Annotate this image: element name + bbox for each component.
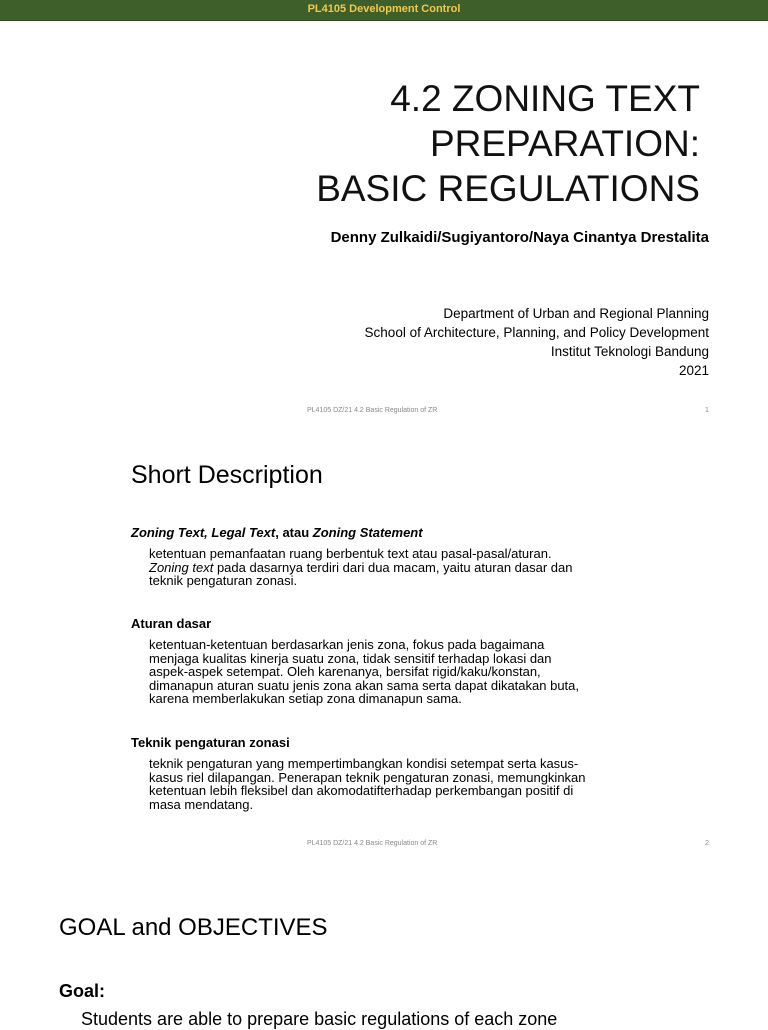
slide1-title-line: PREPARATION: xyxy=(429,123,700,164)
body-line: ketentuan pemanfaatan ruang berbentuk text atau pasal-pasal/aturan. xyxy=(149,546,552,561)
affiliation-line: Department of Urban and Regional Planning xyxy=(443,306,709,321)
body-line: ketentuan-ketentuan berdasarkan jenis zona, fokus pada bagaimana xyxy=(149,637,545,652)
slide2-title: Short Description xyxy=(131,461,323,489)
body-line: menjaga kualitas kinerja suatu zona, tidak sensitif terhadap lokasi dan xyxy=(149,650,552,666)
slide1-title-line: 4.2 ZONING TEXT xyxy=(390,78,700,119)
slide1-affiliation xyxy=(365,304,709,380)
slide1-authors: Denny Zulkaidi/Sugiyantoro/Naya Cinantya Drestalita xyxy=(330,229,709,246)
affiliation-line: 2021 xyxy=(678,363,709,378)
section-lead-zoning-text xyxy=(131,525,423,540)
slide2-page-number: 2 xyxy=(705,840,709,847)
body-line: ketentuan lebih fleksibel dan akomodatifterhadap perkembangan positif di xyxy=(149,783,574,798)
lead-italic: Zoning Statement xyxy=(312,525,423,540)
affiliation-line: School of Architecture, Planning, and Policy Development xyxy=(364,325,709,340)
body-line: teknik pengaturan yang mempertimbangkan kondisi setempat serta kasus- xyxy=(149,756,579,771)
section-body-teknik-pengaturan xyxy=(149,757,649,811)
body-line xyxy=(149,561,649,575)
body-line: aspek-aspek setempat. Oleh karenanya, bersifat rigid/kaku/konstan, xyxy=(149,664,541,679)
slide3-title: GOAL and OBJECTIVES xyxy=(59,914,328,941)
header-bar xyxy=(0,0,768,21)
body-text: pada dasarnya terdiri dari dua macam, yaitu aturan dasar dan xyxy=(213,559,573,575)
body-line: masa mendatang. xyxy=(149,796,254,812)
body-line: kasus riel dilapangan. Penerapan teknik pengaturan zonasi, memungkinkan xyxy=(149,769,586,785)
slide1-title xyxy=(180,76,700,211)
lead-plain: , atau xyxy=(275,525,313,540)
section-lead-teknik-pengaturan: Teknik pengaturan zonasi xyxy=(131,735,290,750)
affiliation-line: Institut Teknologi Bandung xyxy=(550,344,709,359)
body-line: teknik pengaturan zonasi. xyxy=(149,573,298,588)
body-italic: Zoning text xyxy=(149,559,214,575)
course-title: PL4105 Development Control xyxy=(307,3,461,15)
goal-label: Goal: xyxy=(59,981,106,1001)
section-body-zoning-text xyxy=(149,547,649,588)
slide2-footer: PL4105 DZ/21 4.2 Basic Regulation of ZR xyxy=(307,840,438,847)
slide1-footer: PL4105 DZ/21 4.2 Basic Regulation of ZR xyxy=(307,407,438,414)
body-line: dimanapun aturan suatu jenis zona akan sama serta dapat dikatakan buta, xyxy=(149,677,580,693)
section-body-aturan-dasar xyxy=(149,638,649,706)
slide1-page-number: 1 xyxy=(705,407,709,414)
section-lead-aturan-dasar: Aturan dasar xyxy=(131,616,212,631)
lead-italic: Zoning Text, Legal Text xyxy=(131,525,276,540)
goal-text: Students are able to prepare basic regulations of each zone xyxy=(81,1009,558,1029)
body-line: karena memberlakukan setiap zona dimanapun sama. xyxy=(149,691,462,706)
slide1-title-line: BASIC REGULATIONS xyxy=(316,168,700,209)
